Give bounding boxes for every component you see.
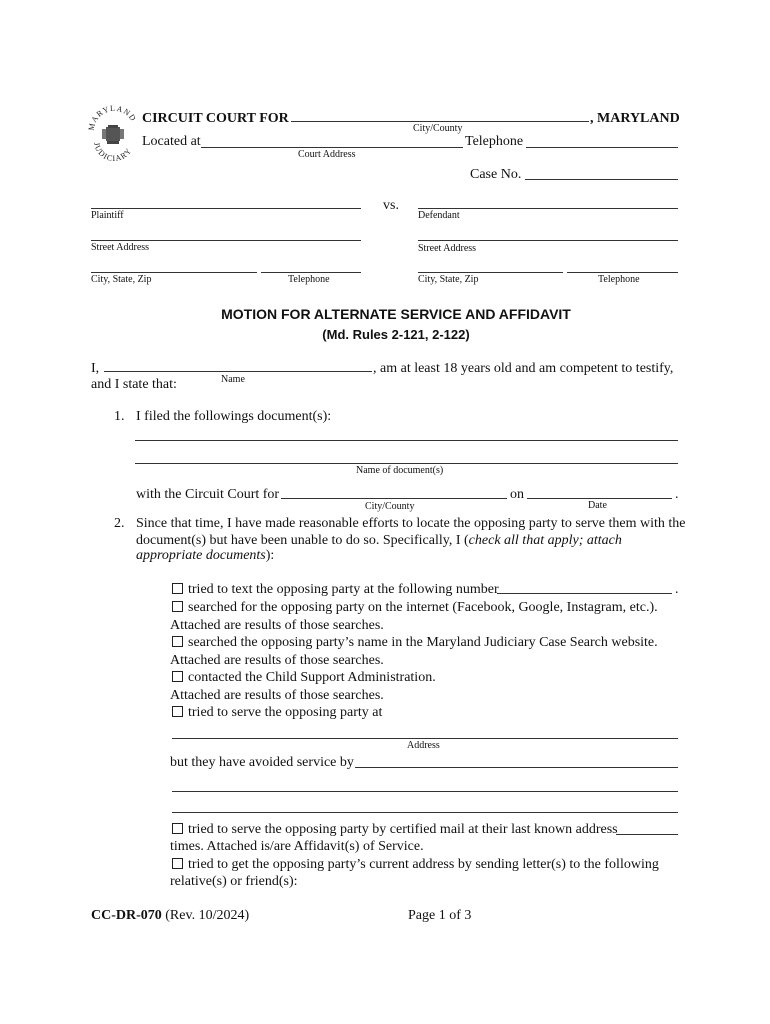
times-attached-label: times. Attached is/are Affidavit(s) of Service. bbox=[170, 839, 424, 854]
document-title: MOTION FOR ALTERNATE SERVICE AND AFFIDAVIT bbox=[221, 306, 571, 322]
item-2-line-3-italic: appropriate documents bbox=[136, 548, 266, 563]
address-caption: Address bbox=[407, 740, 440, 751]
check-case-search-label: searched the opposing party’s name in the Maryland Judiciary Case Search website. bbox=[188, 635, 658, 650]
court-telephone-line[interactable] bbox=[526, 147, 678, 148]
defendant-phone-caption: Telephone bbox=[598, 274, 640, 285]
defendant-city-caption: City, State, Zip bbox=[418, 274, 479, 285]
avoided-service-line-1[interactable] bbox=[355, 767, 678, 768]
name-caption: Name bbox=[221, 374, 245, 385]
case-no-label: Case No. bbox=[470, 167, 522, 182]
checkbox-case-search[interactable] bbox=[172, 636, 183, 647]
document-name-line-2[interactable] bbox=[135, 463, 678, 464]
defendant-caption: Defendant bbox=[418, 210, 460, 221]
plaintiff-street-line[interactable] bbox=[91, 240, 361, 241]
avoided-service-label: but they have avoided service by bbox=[170, 755, 354, 770]
defendant-phone-line[interactable] bbox=[567, 272, 678, 273]
city-county-line[interactable] bbox=[291, 121, 589, 122]
certified-mail-times-line[interactable] bbox=[616, 834, 678, 835]
page-number: Page 1 of 3 bbox=[408, 908, 472, 923]
phone-number-period: . bbox=[675, 582, 679, 597]
phone-number-line[interactable] bbox=[497, 593, 672, 594]
relatives-label: relative(s) or friend(s): bbox=[170, 874, 298, 889]
attached-results-1: Attached are results of those searches. bbox=[170, 618, 384, 633]
form-id: CC-DR-070 bbox=[91, 908, 162, 923]
item-2-number: 2. bbox=[114, 516, 125, 531]
checkbox-child-support[interactable] bbox=[172, 671, 183, 682]
affiant-name-line[interactable] bbox=[104, 371, 372, 372]
checkbox-letters[interactable] bbox=[172, 858, 183, 869]
item-1-period: . bbox=[675, 487, 679, 502]
defendant-street-line[interactable] bbox=[418, 240, 678, 241]
filed-date-caption: Date bbox=[588, 500, 607, 511]
maryland-judiciary-seal bbox=[88, 103, 140, 163]
plaintiff-city-caption: City, State, Zip bbox=[91, 274, 152, 285]
item-2-line-2: document(s) but have been unable to do so. Specifically, I ( bbox=[136, 533, 469, 548]
defendant-line[interactable] bbox=[418, 208, 678, 209]
plaintiff-phone-line[interactable] bbox=[261, 272, 361, 273]
item-2-line-2-italic: check all that apply; attach bbox=[468, 533, 622, 548]
plaintiff-caption: Plaintiff bbox=[91, 210, 124, 221]
checkbox-text-number[interactable] bbox=[172, 583, 183, 594]
seal-bottom-text: JUDICIARY bbox=[92, 141, 134, 163]
telephone-label: Telephone bbox=[465, 134, 524, 149]
city-county-caption: City/County bbox=[413, 123, 463, 134]
check-text-number-label: tried to text the opposing party at the following number bbox=[188, 582, 499, 597]
name-of-documents-caption: Name of document(s) bbox=[356, 465, 444, 476]
case-no-line[interactable] bbox=[525, 179, 678, 180]
plaintiff-street-caption: Street Address bbox=[91, 242, 150, 253]
item-2-line-1: Since that time, I have made reasonable efforts to locate the opposing party to serve them with the bbox=[136, 516, 686, 531]
checkbox-certified-mail[interactable] bbox=[172, 823, 183, 834]
intro-i: I, bbox=[91, 361, 100, 376]
defendant-street-caption: Street Address bbox=[418, 243, 477, 254]
located-at-label: Located at bbox=[142, 134, 201, 149]
check-child-support-label: contacted the Child Support Administration. bbox=[188, 670, 436, 685]
vs-label: vs. bbox=[383, 198, 399, 213]
serve-address-line[interactable] bbox=[172, 738, 678, 739]
item-2-line-3: ): bbox=[265, 548, 275, 563]
checkbox-internet[interactable] bbox=[172, 601, 183, 612]
court-address-line[interactable] bbox=[201, 147, 463, 148]
plaintiff-city-line[interactable] bbox=[91, 272, 257, 273]
check-internet-label: searched for the opposing party on the internet (Facebook, Google, Instagram, etc.). bbox=[188, 600, 658, 615]
on-label: on bbox=[510, 487, 524, 502]
circuit-court-label: CIRCUIT COURT FOR bbox=[142, 111, 289, 126]
avoided-service-line-3[interactable] bbox=[172, 812, 678, 813]
document-rules: (Md. Rules 2-121, 2-122) bbox=[322, 327, 470, 342]
attached-results-3: Attached are results of those searches. bbox=[170, 688, 384, 703]
item-1-number: 1. bbox=[114, 409, 125, 424]
defendant-city-line[interactable] bbox=[418, 272, 563, 273]
filed-date-line[interactable] bbox=[527, 498, 672, 499]
plaintiff-phone-caption: Telephone bbox=[288, 274, 330, 285]
filed-city-county-caption: City/County bbox=[365, 501, 415, 512]
seal-top-text: ARYLAND bbox=[89, 103, 139, 124]
intro-competent: , am at least 18 years old and am competent to testify, bbox=[373, 361, 674, 376]
intro-state-that: and I state that: bbox=[91, 377, 177, 392]
document-name-line-1[interactable] bbox=[135, 440, 678, 441]
check-certified-mail-label: tried to serve the opposing party by certified mail at their last known address bbox=[188, 822, 618, 837]
seal-emblem-icon bbox=[88, 103, 140, 163]
with-circuit-court-label: with the Circuit Court for bbox=[136, 487, 280, 502]
plaintiff-line[interactable] bbox=[91, 208, 361, 209]
check-serve-at-label: tried to serve the opposing party at bbox=[188, 705, 383, 720]
svg-text:JUDICIARY bbox=[92, 142, 134, 163]
attached-results-2: Attached are results of those searches. bbox=[170, 653, 384, 668]
avoided-service-line-2[interactable] bbox=[172, 791, 678, 792]
item-1-text: I filed the followings document(s): bbox=[136, 409, 332, 424]
filed-city-county-line[interactable] bbox=[281, 498, 507, 499]
form-revision: (Rev. 10/2024) bbox=[161, 908, 250, 923]
checkbox-serve-at[interactable] bbox=[172, 706, 183, 717]
check-letters-label: tried to get the opposing party’s current address by sending letter(s) to the following bbox=[188, 857, 659, 872]
court-address-caption: Court Address bbox=[298, 149, 356, 160]
maryland-label: , MARYLAND bbox=[590, 111, 680, 126]
